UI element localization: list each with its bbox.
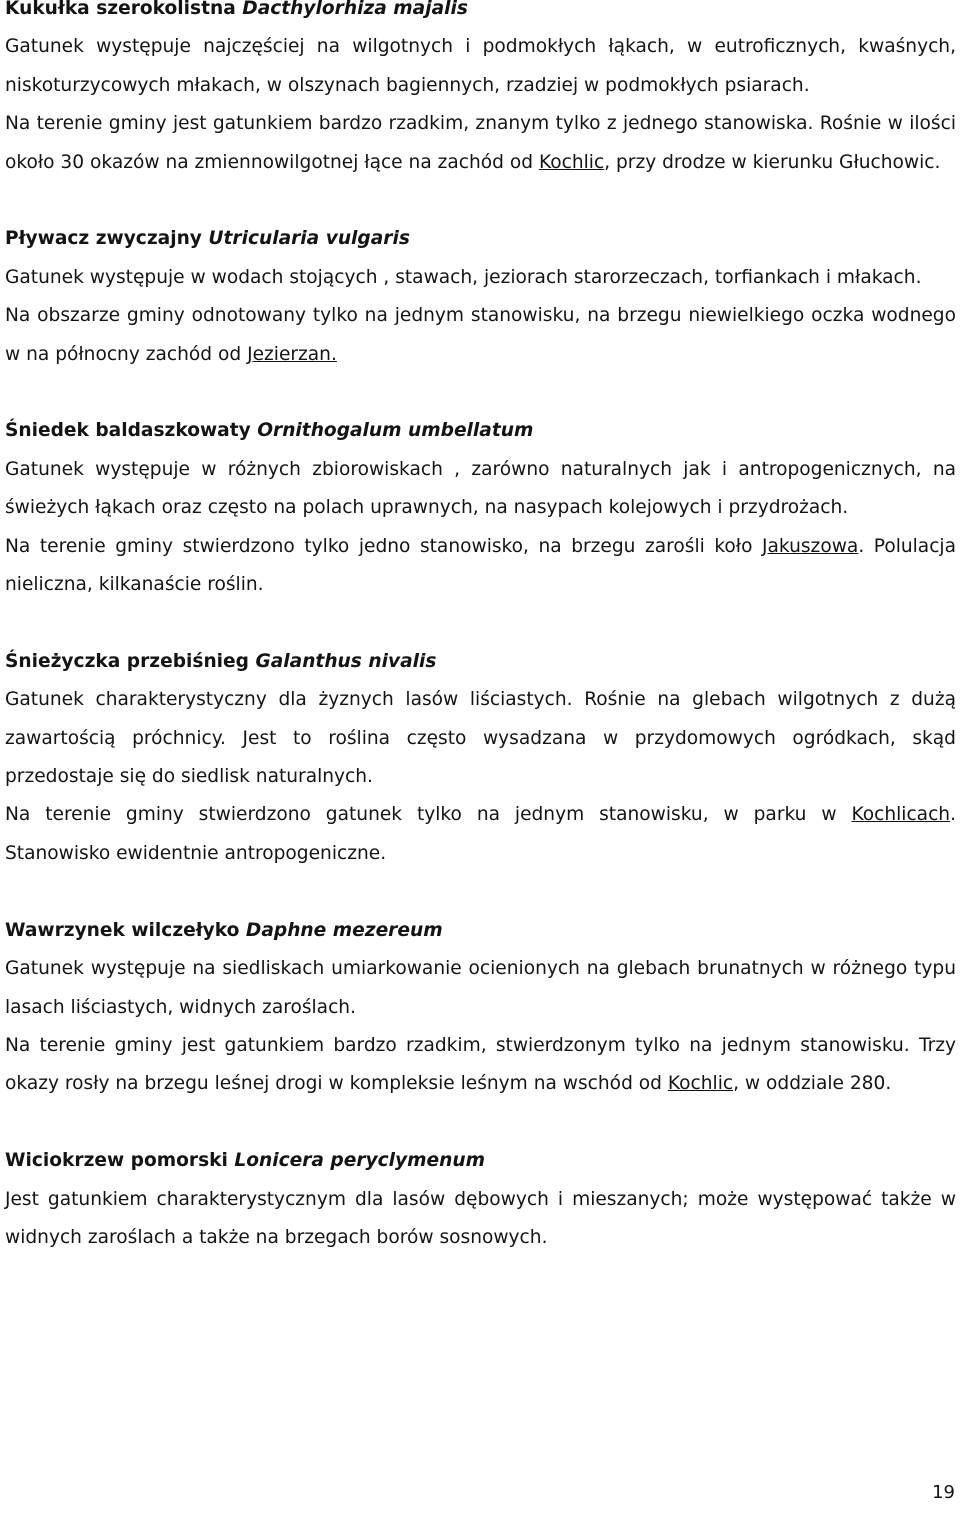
species-title: Wiciokrzew pomorski Lonicera peryclymenum: [5, 1150, 485, 1172]
latin-name: Galanthus nivalis: [255, 650, 437, 672]
paragraph: Na terenie gminy jest gatunkiem bardzo rzadkim, znanym tylko z jednego stanowiska. Rośnie w ilości około 30 okazów na zmiennowilgotnej łące na zachód od Kochlic, przy drodze w kierunku Głuchowic.: [5, 113, 956, 173]
latin-name: Ornithogalum umbellatum: [257, 420, 534, 442]
species-title: Kukułka szerokolistna Dacthylorhiza majalis: [5, 0, 468, 19]
paragraph: Na terenie gminy stwierdzono tylko jedno stanowisko, na brzegu zarośli koło Jakuszowa. Polulacja nieliczna, kilkanaście roślin.: [5, 535, 956, 596]
place-link-kochlic: Kochlic: [538, 151, 605, 173]
latin-name: Lonicera peryclymenum: [234, 1150, 485, 1172]
paragraph: Gatunek występuje w wodach stojących , stawach, jeziorach starorzeczach, torfiankach i młakach.: [5, 266, 922, 288]
page-number: 19: [932, 1482, 955, 1503]
place-link-kochlicach: Kochlicach: [851, 804, 951, 826]
place-link-kochlic: Kochlic: [667, 1073, 734, 1095]
species-title: Śnieżyczka przebiśnieg Galanthus nivalis: [5, 650, 437, 672]
paragraph: Gatunek charakterystyczny dla żyznych lasów liściastych. Rośnie na glebach wilgotnych z dużą zawartością próchnicy. Jest to roślina często wysadzana w przydomowych ogródkach, skąd przedostaje się do siedlisk naturalnych.: [5, 689, 956, 788]
place-link-jezierzan: Jezierzan.: [247, 343, 337, 365]
species-title: Wawrzynek wilczełyko Daphne mezereum: [5, 919, 443, 941]
paragraph: Na terenie gminy jest gatunkiem bardzo rzadkim, stwierdzonym tylko na jednym stanowisku. Trzy okazy rosły na brzegu leśnej drogi w kompleksie leśnym na wschód od Kochlic, w oddziale 280.: [5, 1034, 956, 1095]
paragraph: Na obszarze gminy odnotowany tylko na jednym stanowisku, na brzegu niewielkiego oczka wodnego w na północny zachód od Jezierzan.: [5, 305, 956, 365]
paragraph: Na terenie gminy stwierdzono gatunek tylko na jednym stanowisku, w parku w Kochlicach. Stanowisko ewidentnie antropogeniczne.: [5, 804, 956, 864]
paragraph: Gatunek występuje najczęściej na wilgotnych i podmokłych łąkach, w eutroficznych, kwaśnych, niskoturzycowych młakach, w olszynach bagiennych, rzadziej w podmokłych psiarach.: [5, 36, 956, 96]
paragraph: Jest gatunkiem charakterystycznym dla lasów dębowych i mieszanych; może występować także w widnych zaroślach a także na brzegach borów sosnowych.: [5, 1188, 956, 1248]
species-section-utricularia: [5, 220, 956, 374]
place-link-jakuszowa: Jakuszowa: [762, 535, 859, 557]
species-section-galanthus: [5, 643, 956, 873]
document-page: [5, 0, 956, 1296]
latin-name: Daphne mezereum: [245, 919, 443, 941]
species-section-lonicera: [5, 1142, 956, 1257]
latin-name: Dacthylorhiza majalis: [242, 0, 468, 19]
species-section-ornithogalum: [5, 412, 956, 604]
paragraph: Gatunek występuje w różnych zbiorowiskach , zarówno naturalnych jak i antropogenicznych, na świeżych łąkach oraz często na polach uprawnych, na nasypach kolejowych i przydrożach.: [5, 458, 956, 519]
species-title: Pływacz zwyczajny Utricularia vulgaris: [5, 228, 410, 250]
species-title: Śniedek baldaszkowaty Ornithogalum umbellatum: [5, 420, 534, 442]
paragraph: Gatunek występuje na siedliskach umiarkowanie ocienionych na glebach brunatnych w różnego typu lasach liściastych, widnych zaroślach.: [5, 958, 956, 1018]
species-section-daphne: [5, 912, 956, 1104]
latin-name: Utricularia vulgaris: [208, 228, 410, 250]
species-section-dacthylorhiza: [5, 0, 956, 182]
